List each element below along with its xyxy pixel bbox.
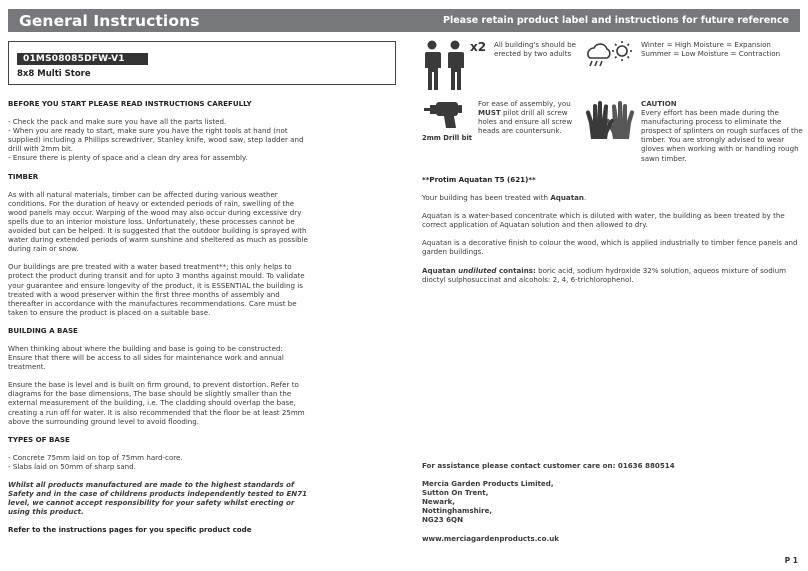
types-heading: TYPES OF BASE [8, 434, 70, 444]
safety-warning: Whilst all products manufactured are made to the highest standards of Safety and in the case of childrens products independently tested to EN71 level, we cannot accept responsibility for your safety whilst erecting or using this product. [8, 480, 308, 517]
refer-note: Refer to the instructions pages for you specific product code [8, 525, 252, 535]
company-address: Mercia Garden Products Limited, Sutton On Trent, Newark, Nottinghamshire, NG23 6QN [422, 479, 554, 525]
product-code: 01MS08085DFW-V1 [17, 53, 148, 65]
page-title: General Instructions [19, 11, 200, 30]
people-count: x2 [470, 40, 487, 54]
protim-heading: **Protim Aquatan T5 (621)** [422, 175, 536, 184]
aquatan-paragraph-1: Aquatan is a water-based concentrate which is diluted with water, the building as been treated by the correct application of Aquatan solution and then allowed to dry. [422, 211, 785, 230]
drill-text: For ease of assembly, you MUST pilot drill all screw holes and ensure all screw heads are countersunk. [478, 99, 573, 136]
aquatan-contains: Aquatan undiluted contains: boric acid, sodium hydroxide 32% solution, aqueos mixture of sodium dioctyl sulphosuccinat and alcohols: 2, 4, 6-trichlorophenol. [422, 265, 787, 284]
retain-notice: Please retain product label and instructions for future reference [443, 15, 789, 26]
treated-line: Your building has been treated with Aquatan. [422, 193, 587, 203]
base-paragraph-2: Ensure the base is level and is built on firm ground, to prevent distortion. Refer to diagrams for the base dimensions, The base should be slightly smaller than the external measurement of the building, i.e. The cladding should overlap the base, creating a run off for water. It is also recommended that the floor be at least 25mm above the surrounding ground level to avoid flooding. [8, 380, 305, 426]
weather-text: Winter = High Moisture = Expansion Summer = Low Moisture = Contraction [641, 40, 781, 59]
left-column [8, 99, 308, 543]
base-heading: BUILDING A BASE [8, 325, 78, 335]
product-name: 8x8 Multi Store [17, 69, 91, 79]
drill-icon [422, 98, 468, 132]
gloves-icon [585, 99, 635, 143]
assistance-line: For assistance please contact customer care on: 01636 880514 [422, 461, 675, 470]
caution-heading: CAUTION [641, 99, 677, 108]
people-text: All building's should be erected by two adults [494, 40, 576, 59]
product-box [8, 41, 396, 85]
caution-block [641, 99, 806, 163]
page-number: P 1 [784, 556, 798, 565]
header-banner [8, 9, 800, 32]
timber-paragraph-1: As with all natural materials, timber can be affected during various weather conditions. For the duration of heavy or extended periods of rain, swelling of the wood panels may occur. Warping of the wood may also occur during excessive dry spells due to an interior moisture loss. Unfortunately, these processes cannot be avoided but can be helped. It is suggested that the outdoor building is sprayed with water during extended periods of warm sunshine and sheltered as much as possible during rain or snow. [8, 189, 308, 254]
drill-label: 2mm Drill bit [422, 134, 473, 142]
caution-text: Every effort has been made during the manufacturing process to eliminate the prospect of splinters on rough surfaces of the timber. You are strongly advised to wear gloves when working with or handling rough sawn timber. [641, 108, 803, 163]
timber-paragraph-2: Our buildings are pre treated with a water based treatment**; this only helps to protect the product during transit and for upto 3 months against mould. To validate your guarantee and ensure longevity of the product, it is ESSENTIAL the building is treated with a wood preserver within the first three months of assembly and thereafter in accordance with the manufactures recommendations. Care must be taken to ensure the product is placed on a suitable base. [8, 262, 305, 317]
before-heading: BEFORE YOU START PLEASE READ INSTRUCTIONS CAREFULLY [8, 99, 252, 108]
weather-icon [585, 39, 633, 69]
aquatan-paragraph-2: Aquatan is a decorative finish to colour the wood, which is applied industrially to timber fence panels and garden buildings. [422, 238, 798, 257]
before-body: - Check the pack and make sure you have all the parts listed. - When you are ready to start, make sure you have the right tools at hand (not supplied) including a Phillips screwdriver, Stanley knife, wood saw, step ladder and drill with 2mm bit. - Ensure there is plenty of space and a clean dry area for assembly. [8, 117, 304, 163]
website-link[interactable]: www.merciagardenproducts.co.uk [422, 533, 559, 543]
right-column [422, 175, 800, 293]
base-paragraph-1: When thinking about where the building and base is going to be constructed: Ensure that there will be access to all sides for maintenance work and annual treatment. [8, 343, 284, 372]
timber-heading: TIMBER [8, 171, 39, 181]
two-people-icon [421, 40, 469, 92]
contact-block [422, 461, 800, 552]
types-body: - Concrete 75mm laid on top of 75mm hard-core. - Slabs laid on 50mm of sharp sand. [8, 452, 183, 471]
